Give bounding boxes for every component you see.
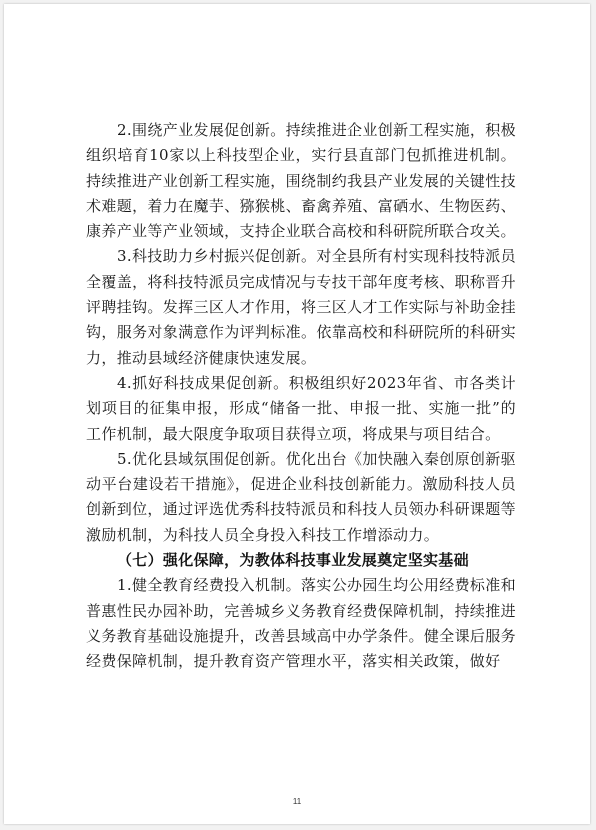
paragraph-county-atmosphere: 5.优化县域氛围促创新。优化出台《加快融入秦创原创新驱动平台建设若干措施》，促进企业科技创新能力。激励科技人员创新到位，通过评选优秀科技特派员和科技人员领办科研课题等激励机制，为科技人员全身投入科技工作增添动力。 bbox=[86, 449, 516, 544]
paragraph-industry-innovation: 2.围绕产业发展促创新。持续推进企业创新工程实施，积极组织培育10家以上科技型企业，实行县直部门包抓推进机制。持续推进产业创新工程实施，围绕制约我县产业发展的关键性技术难题，着力在魔芋、猕猴桃、畜禽养殖、富硒水、生物医药、康养产业等产业领域，支持企业联合高校和科研院所联合攻关。 bbox=[86, 121, 516, 241]
page-body bbox=[86, 118, 516, 675]
document-page bbox=[4, 4, 590, 824]
page-number: 11 bbox=[292, 797, 302, 806]
paragraph-tech-achievements: 4.抓好科技成果促创新。积极组织好2023年省、市各类计划项目的征集申报，形成“储备一批、申报一批、实施一批”的工作机制，最大限度争取项目获得立项，将成果与项目结合。 bbox=[86, 373, 516, 443]
paragraph-education-funding: 1.健全教育经费投入机制。落实公办园生均公用经费标准和普惠性民办园补助，完善城乡义务教育经费保障机制，持续推进义务教育基础设施提升，改善县域高中办学条件。健全课后服务经费保障机制，提升教育资产管理水平，落实相关政策，做好 bbox=[86, 576, 516, 671]
paragraph-rural-revitalization: 3.科技助力乡村振兴促创新。对全县所有村实现科技特派员全覆盖，将科技特派员完成情况与专技干部年度考核、职称晋升评聘挂钩。发挥三区人才作用，将三区人才工作实际与补助金挂钩，服务对象满意作为评判标准。依靠高校和科研院所的科研实力，推动县域经济健康快速发展。 bbox=[86, 247, 516, 367]
section-heading: （七）强化保障，为教体科技事业发展奠定坚实基础 bbox=[117, 551, 469, 570]
